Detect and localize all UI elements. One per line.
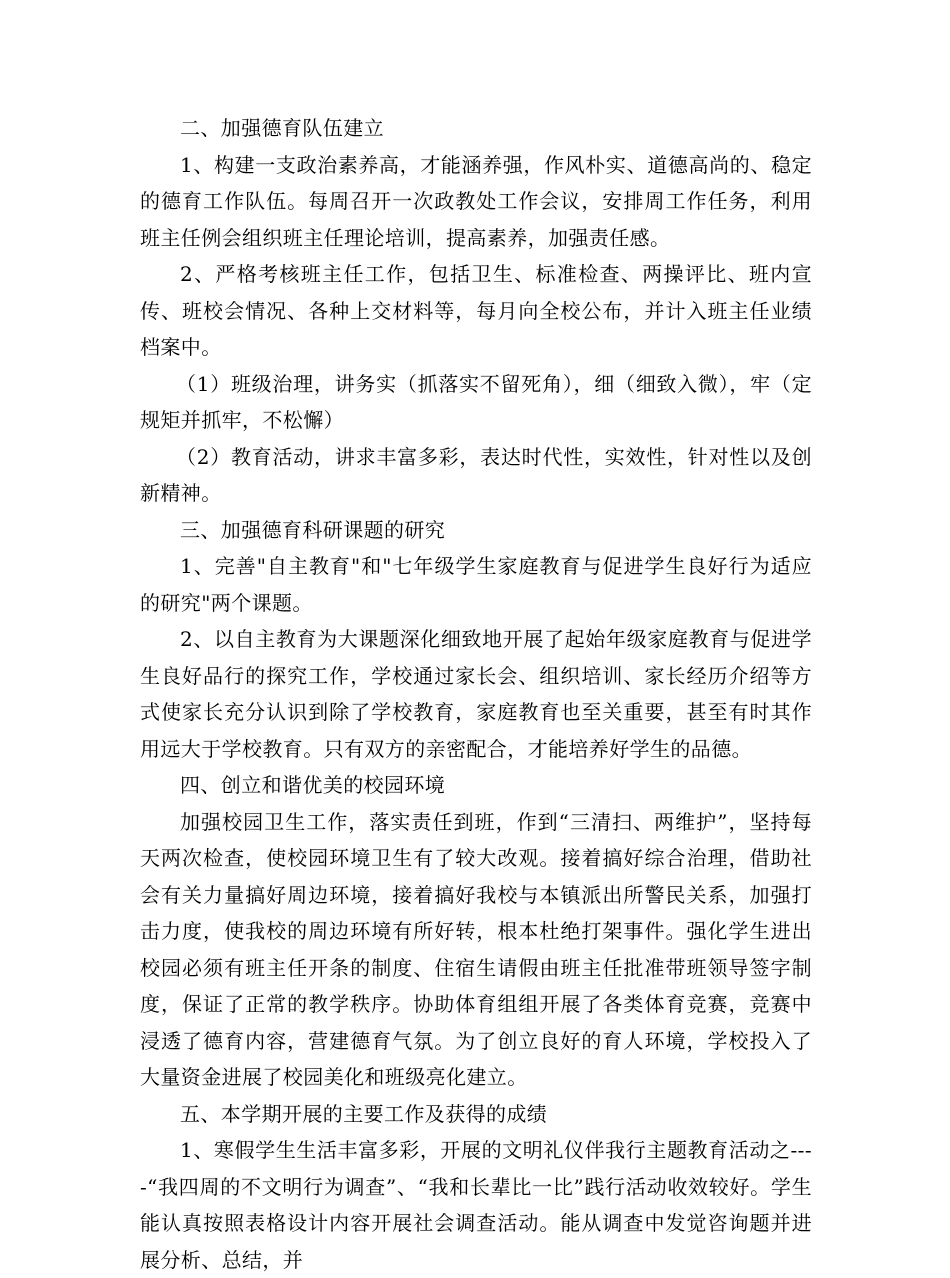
paragraph: 1、构建一支政治素养高，才能涵养强，作风朴实、道德高尚的、稳定的德育工作队伍。每周召开一次政教处工作会议，安排周工作任务，利用班主任例会组织班主任理论培训，提高素养，加强责任感。 (140, 152, 812, 250)
paragraph: （1）班级治理，讲务实（抓落实不留死角），细（细致入微），牢（定规矩并抓牢，不松懈） (140, 371, 812, 432)
paragraph: 1、完善"自主教育"和"七年级学生家庭教育与促进学生良好行为适应的研究"两个课题。 (140, 554, 812, 615)
section-heading-5: 五、本学期开展的主要工作及获得的成绩 (180, 1101, 548, 1126)
paragraph: 加强校园卫生工作，落实责任到班，作到“三清扫、两维护”，坚持每天两次检查，使校园环境卫生有了较大改观。接着搞好综合治理，借助社会有关力量搞好周边环境，接着搞好我校与本镇派出所警民关系，加强打击力度，使我校的周边环境有所好转，根本杜绝打架事件。强化学生进出校园必须有班主任开条的制度、住宿生请假由班主任批准带班领导签字制度，保证了正常的教学秩序。协助体育组组开展了各类体育竞赛，竞赛中浸透了德育内容，营建德育气氛。为了创立良好的育人环境，学校投入了大量资金进展了校园美化和班级亮化建立。 (140, 809, 812, 1089)
paragraph: （2）教育活动，讲求丰富多彩，表达时代性，实效性，针对性以及创新精神。 (140, 444, 812, 505)
paragraph: 1、寒假学生生活丰富多彩，开展的文明礼仪伴我行主题教育活动之----“我四周的不文明行为调查”、“我和长辈比一比”践行活动收效较好。学生能认真按照表格设计内容开展社会调查活动。能从调查中发觉咨询题并进展分析、总结，并 (140, 1138, 812, 1272)
paragraph: 2、严格考核班主任工作，包括卫生、标准检查、两操评比、班内宣传、班校会情况、各种上交材料等，每月向全校公布，并计入班主任业绩档案中。 (140, 262, 812, 359)
section-heading-2: 二、加强德育队伍建立 (180, 116, 384, 140)
section-heading-3: 三、加强德育科研课题的研究 (180, 517, 446, 542)
document-body (140, 110, 812, 1278)
section-heading-4: 四、创立和谐优美的校园环境 (180, 773, 446, 797)
paragraph: 2、以自主教育为大课题深化细致地开展了起始年级家庭教育与促进学生良好品行的探究工作，学校通过家长会、组织培训、家长经历介绍等方式使家长充分认识到除了学校教育，家庭教育也至关重要，甚至有时其作用远大于学校教育。只有双方的亲密配合，才能培养好学生的品德。 (140, 627, 812, 761)
